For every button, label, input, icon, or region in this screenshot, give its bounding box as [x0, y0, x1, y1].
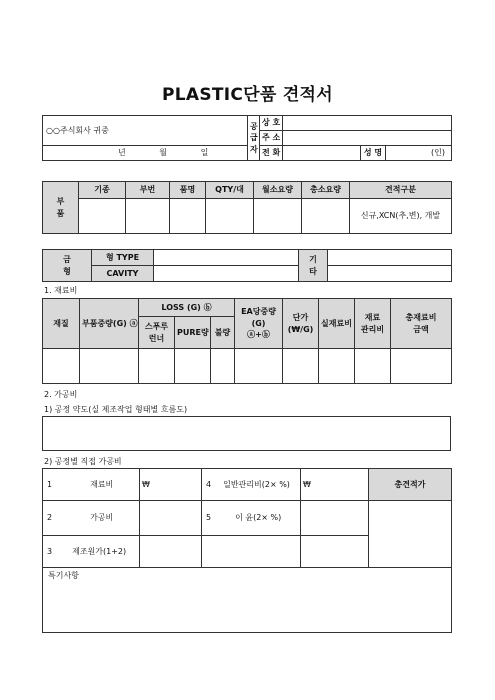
process-diagram-title: 1) 공정 약도(실 제조작업 형태별 흐름도): [44, 405, 188, 414]
col-part-weight: 부품중량(G) ⓐ: [80, 299, 139, 349]
summary-row-material: 1 재료비: [43, 469, 140, 501]
col-actual-cost: 실재료비: [319, 299, 355, 349]
page-title: PLASTIC단품 견적서: [161, 85, 334, 105]
name-field[interactable]: [386, 146, 452, 161]
col-part-no: 부번: [126, 182, 170, 199]
col-sprue: 스푸루 런너: [139, 317, 175, 349]
other-label: 기 타: [299, 250, 328, 282]
unit-price-field[interactable]: [283, 349, 319, 384]
material-table: [42, 298, 452, 384]
seal-mark: (인): [431, 148, 446, 157]
recipient: ○○주식회사 귀중: [43, 116, 248, 146]
profit-total-field[interactable]: [301, 501, 369, 536]
col-monthly: 월소요량: [254, 182, 302, 199]
processing-section-title: 2. 가공비: [44, 390, 78, 399]
part-no-field[interactable]: [126, 199, 170, 234]
col-ea-weight: EA당중량 (G) ⓐ+ⓑ: [235, 299, 283, 349]
won-sign: ₩: [303, 479, 311, 489]
col-mgmt-cost: 재료 관리비: [355, 299, 391, 349]
col-qty: QTY/대: [206, 182, 254, 199]
header-table: [42, 115, 452, 161]
empty-cell: [301, 536, 369, 568]
supplier-label: 공 급 자: [248, 116, 260, 161]
direct-cost-title: 2) 공정별 직접 가공비: [44, 457, 122, 466]
cavity-label: CAVITY: [92, 266, 154, 282]
won-sign: ₩: [142, 479, 150, 489]
date-field[interactable]: [43, 146, 248, 161]
col-loss: LOSS (G) ⓑ: [139, 299, 235, 317]
col-part-name: 품명: [170, 182, 206, 199]
processing-total-field[interactable]: [140, 501, 202, 536]
other-field-2[interactable]: [328, 266, 452, 282]
summary-row-processing: 2 가공비: [43, 501, 140, 536]
name-label: 성 명: [361, 146, 386, 161]
grand-total-label: 총견적가: [369, 469, 452, 501]
company-label: 상 호: [260, 116, 283, 131]
defect-field[interactable]: [211, 349, 235, 384]
company-field[interactable]: [283, 116, 452, 131]
mold-group-label: 금 형: [43, 250, 92, 282]
phone-label: 전 화: [260, 146, 283, 161]
phone-field[interactable]: [283, 146, 361, 161]
col-total-material: 총재료비 금액: [391, 299, 452, 349]
summary-row-admin: 4 일반관리비(2× %): [202, 469, 301, 501]
total-field[interactable]: [302, 199, 350, 234]
address-field[interactable]: [283, 131, 452, 146]
remarks-label: 특기사항: [48, 571, 79, 580]
ea-weight-field[interactable]: [235, 349, 283, 384]
parts-group-label: 부 품: [43, 182, 79, 234]
model-field[interactable]: [79, 199, 126, 234]
material-total-field[interactable]: [140, 469, 202, 501]
date-day: 일: [200, 148, 209, 157]
quote-type-value[interactable]: 신규,XCN(추,변), 개발: [350, 199, 452, 234]
sprue-field[interactable]: [139, 349, 175, 384]
process-diagram-field[interactable]: [43, 417, 451, 451]
remarks-box[interactable]: [43, 568, 452, 633]
grand-total-field[interactable]: [369, 501, 452, 568]
summary-table: [42, 468, 452, 633]
address-label: 주 소: [260, 131, 283, 146]
part-name-field[interactable]: [170, 199, 206, 234]
summary-row-manufacturing: 3 제조원가(1+2): [43, 536, 140, 568]
col-quote-type: 견적구분: [350, 182, 452, 199]
mold-type-label: 형 TYPE: [92, 250, 154, 266]
col-model: 기종: [79, 182, 126, 199]
other-field-1[interactable]: [328, 250, 452, 266]
process-diagram-box: [42, 416, 451, 451]
mold-type-field[interactable]: [154, 250, 299, 266]
date-year: 년: [118, 148, 126, 157]
mgmt-cost-field[interactable]: [355, 349, 391, 384]
col-material: 재질: [43, 299, 80, 349]
qty-field[interactable]: [206, 199, 254, 234]
col-defect: 불량: [211, 317, 235, 349]
monthly-field[interactable]: [254, 199, 302, 234]
summary-row-profit: 5 이 윤(2× %): [202, 501, 301, 536]
total-material-field[interactable]: [391, 349, 452, 384]
part-weight-field[interactable]: [80, 349, 139, 384]
cavity-field[interactable]: [154, 266, 299, 282]
manufacturing-total-field[interactable]: [140, 536, 202, 568]
parts-table: [42, 181, 452, 234]
mold-table: [42, 249, 452, 282]
date-month: 월: [159, 148, 168, 157]
actual-cost-field[interactable]: [319, 349, 355, 384]
col-unit-price: 단가 (₩/G): [283, 299, 319, 349]
pure-field[interactable]: [175, 349, 211, 384]
material-field[interactable]: [43, 349, 80, 384]
empty-cell: [202, 536, 301, 568]
col-total: 총소요량: [302, 182, 350, 199]
material-section-title: 1. 재료비: [44, 286, 78, 295]
admin-total-field[interactable]: [301, 469, 369, 501]
col-pure: PURE량: [175, 317, 211, 349]
